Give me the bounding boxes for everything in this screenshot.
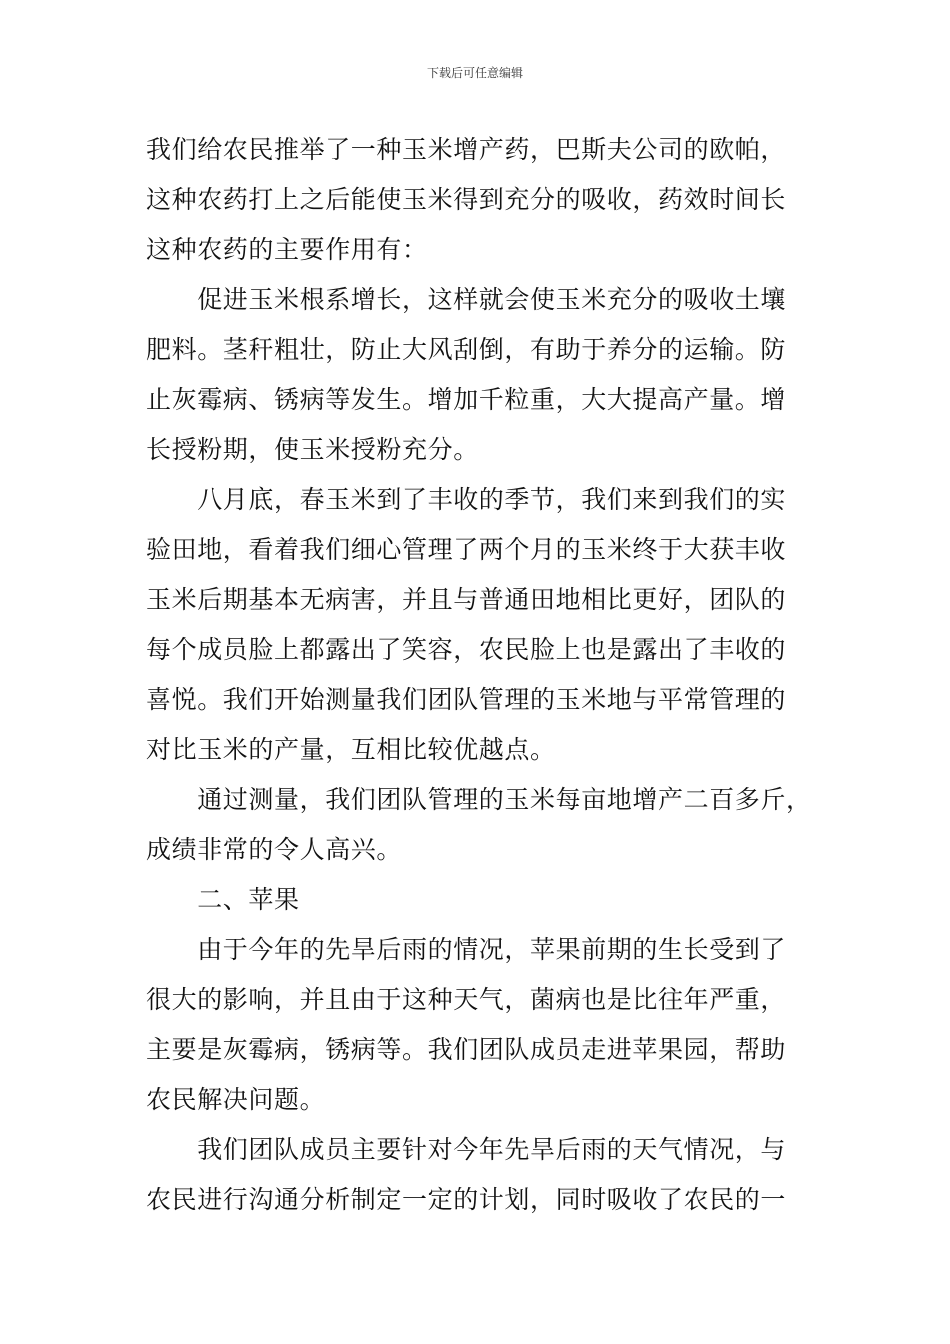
text-line: 长授粉期，使玉米授粉充分。: [146, 435, 479, 464]
text-line: 农民解决问题。: [146, 1085, 326, 1114]
text-line: 我们给农民推举了一种玉米增产药，巴斯夫公司的欧帕，: [146, 135, 787, 164]
text-line: 止灰霉病、锈病等发生。增加千粒重，大大提高产量。增: [146, 385, 787, 414]
text-line: 很大的影响，并且由于这种天气，菌病也是比往年严重，: [146, 985, 787, 1014]
text-line: 通过测量，我们团队管理的玉米每亩地增产二百多斤，: [146, 785, 812, 814]
page-header: 下载后可任意编辑: [426, 66, 523, 80]
text-line: 这种农药的主要作用有：: [146, 235, 428, 264]
text-line: 肥料。茎秆粗壮，防止大风刮倒，有助于养分的运输。防: [146, 335, 787, 364]
section-heading: 二、苹果: [146, 885, 300, 914]
text-line: 这种农药打上之后能使玉米得到充分的吸收，药效时间长: [146, 185, 787, 214]
text-line: 成绩非常的令人高兴。: [146, 835, 403, 864]
text-line: 主要是灰霉病，锈病等。我们团队成员走进苹果园，帮助: [146, 1035, 787, 1064]
text-line: 验田地，看着我们细心管理了两个月的玉米终于大获丰收: [146, 535, 787, 564]
text-line: 喜悦。我们开始测量我们团队管理的玉米地与平常管理的: [146, 685, 787, 714]
text-line: 八月底，春玉米到了丰收的季节，我们来到我们的实: [146, 485, 787, 514]
text-line: 玉米后期基本无病害，并且与普通田地相比更好，团队的: [146, 585, 787, 614]
text-line: 我们团队成员主要针对今年先旱后雨的天气情况，与: [146, 1135, 787, 1164]
text-line: 农民进行沟通分析制定一定的计划，同时吸收了农民的一: [146, 1185, 787, 1214]
text-line: 促进玉米根系增长，这样就会使玉米充分的吸收土壤: [146, 285, 787, 314]
text-line: 每个成员脸上都露出了笑容，农民脸上也是露出了丰收的: [146, 635, 787, 664]
text-line: 由于今年的先旱后雨的情况，苹果前期的生长受到了: [146, 935, 787, 964]
text-line: 对比玉米的产量，互相比较优越点。: [146, 735, 556, 764]
